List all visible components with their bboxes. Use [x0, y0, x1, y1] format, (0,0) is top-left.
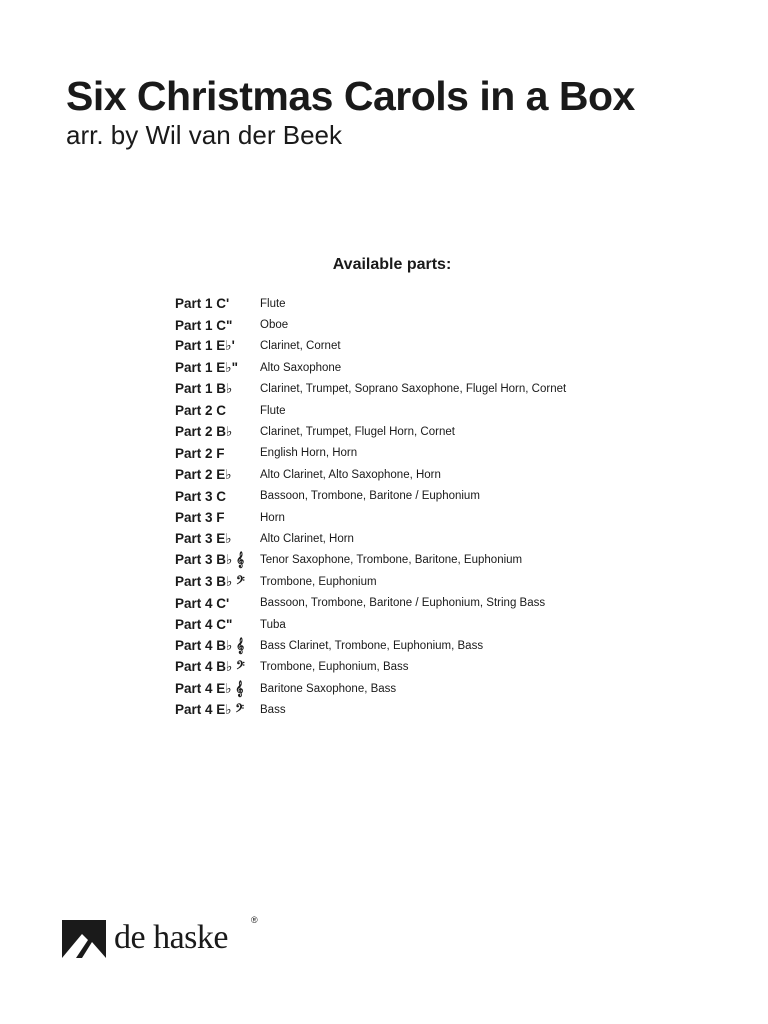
part-label: Part 1 C" [175, 317, 233, 333]
part-label: Part 4 E♭ 𝄢 [175, 702, 245, 718]
part-row [175, 421, 695, 442]
part-instruments: Bass [260, 704, 286, 717]
part-label: Part 3 B♭ 𝄢 [175, 573, 245, 589]
part-row [175, 678, 695, 699]
part-label: Part 4 B♭ 𝄢 [175, 659, 245, 675]
part-label: Part 4 C" [175, 617, 233, 633]
part-label: Part 4 E♭ 𝄞 [175, 680, 244, 696]
part-label: Part 1 B♭ [175, 381, 233, 397]
part-label: Part 3 E♭ [175, 530, 232, 546]
part-instruments: Baritone Saxophone, Bass [260, 682, 397, 695]
part-label: Part 4 C' [175, 595, 230, 611]
part-row [175, 635, 695, 656]
part-label: Part 2 C [175, 403, 227, 419]
part-instruments: Trombone, Euphonium [260, 575, 377, 588]
part-instruments: Bassoon, Trombone, Baritone / Euphonium, String Bass [260, 597, 546, 610]
part-row [175, 592, 695, 613]
part-instruments: Clarinet, Trumpet, Soprano Saxophone, Flugel Horn, Cornet [260, 383, 567, 396]
part-instruments: Tuba [260, 618, 286, 631]
de-haske-logo-mark-icon [62, 920, 106, 958]
part-instruments: Bass Clarinet, Trombone, Euphonium, Bass [260, 639, 484, 652]
part-instruments: Oboe [260, 319, 289, 332]
part-row [175, 293, 695, 314]
part-row [175, 528, 695, 549]
arranger-credit: arr. by Wil van der Beek [66, 120, 342, 150]
part-row [175, 400, 695, 421]
part-instruments: Clarinet, Trumpet, Flugel Horn, Cornet [260, 426, 455, 439]
part-label: Part 2 B♭ [175, 424, 233, 440]
part-label: Part 3 F [175, 510, 225, 526]
part-row [175, 571, 695, 592]
page-title: Six Christmas Carols in a Box [66, 73, 635, 119]
part-row [175, 379, 695, 400]
part-instruments: Alto Clarinet, Alto Saxophone, Horn [260, 468, 441, 481]
part-row [175, 486, 695, 507]
part-instruments: Horn [260, 511, 285, 524]
part-row [175, 357, 695, 378]
part-label: Part 1 E♭" [175, 359, 239, 375]
part-row [175, 443, 695, 464]
part-row [175, 464, 695, 485]
part-row [175, 507, 695, 528]
part-label: Part 1 C' [175, 296, 230, 312]
part-instruments: Clarinet, Cornet [260, 340, 341, 353]
publisher-logo [62, 915, 272, 965]
part-instruments: Flute [260, 404, 286, 417]
part-instruments: Flute [260, 297, 286, 310]
part-instruments: English Horn, Horn [260, 447, 358, 460]
part-label: Part 2 E♭ [175, 466, 232, 482]
part-instruments: Bassoon, Trombone, Baritone / Euphonium [260, 490, 480, 503]
part-label: Part 3 C [175, 488, 227, 504]
part-label: Part 1 E♭' [175, 338, 235, 354]
parts-heading: Available parts: [332, 256, 452, 273]
part-row [175, 550, 695, 571]
part-instruments: Alto Clarinet, Horn [260, 532, 354, 545]
part-label: Part 4 B♭ 𝄞 [175, 637, 245, 653]
parts-list [175, 293, 695, 721]
part-label: Part 3 B♭ 𝄞 [175, 552, 245, 568]
part-instruments: Alto Saxophone [260, 361, 342, 374]
part-row [175, 336, 695, 357]
part-row [175, 314, 695, 335]
part-row [175, 699, 695, 720]
registered-mark: ® [251, 915, 258, 925]
part-label: Part 2 F [175, 445, 225, 461]
part-instruments: Trombone, Euphonium, Bass [260, 661, 409, 674]
part-row [175, 657, 695, 678]
part-row [175, 614, 695, 635]
logo-wordmark: de haske [114, 919, 229, 956]
part-instruments: Tenor Saxophone, Trombone, Baritone, Euphonium [260, 554, 523, 567]
